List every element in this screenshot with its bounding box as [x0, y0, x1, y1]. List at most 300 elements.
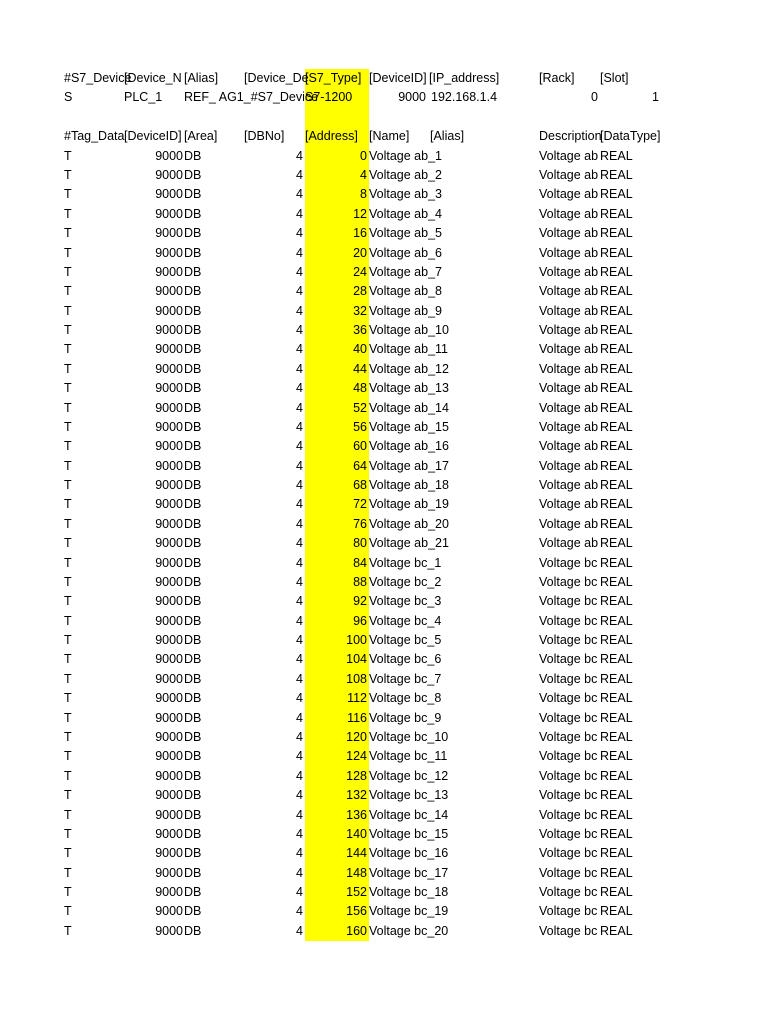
dbno-cell: 4 [296, 730, 303, 744]
header-cell: #S7_Device [64, 71, 132, 85]
dbno-cell: 4 [296, 226, 303, 241]
area-cell: DB [184, 284, 202, 299]
area-cell: DB [184, 497, 202, 512]
name-cell: Voltage ab_2 [369, 167, 442, 182]
area-cell: DB [184, 613, 202, 628]
area-cell: DB [184, 574, 202, 589]
dbno-cell: 4 [296, 478, 303, 493]
device-id-cell: 9000 [155, 749, 183, 764]
address-cell: 72 [353, 497, 367, 512]
address-cell: 144 [346, 846, 367, 861]
header-cell: [DataType] [600, 129, 661, 144]
header-cell: [DBNo] [244, 129, 285, 144]
table-row [0, 166, 768, 185]
datatype-cell: REAL [600, 187, 633, 202]
dbno-cell: 4 [296, 419, 303, 434]
tag-type-cell: T [64, 768, 72, 783]
device-type-cell: S [64, 90, 73, 105]
address-cell: 32 [353, 303, 367, 318]
name-cell: Voltage ab_14 [369, 400, 449, 415]
dbno-cell: 4 [296, 865, 303, 880]
table-row [0, 185, 768, 204]
tag-type-cell: T [64, 148, 72, 163]
device-id-cell: 9000 [155, 710, 183, 725]
device-id-cell: 9000 [155, 633, 183, 648]
tag-type-cell: T [64, 865, 72, 880]
description-cell: Voltage bc [539, 923, 598, 938]
device-id-cell: 9000 [155, 284, 183, 299]
address-cell: 136 [346, 807, 367, 822]
datatype-cell: REAL [600, 574, 633, 589]
dbno-cell: 4 [296, 885, 303, 900]
dbno-cell: 4 [296, 613, 303, 628]
dbno-cell: 4 [296, 788, 303, 803]
datatype-cell: REAL [600, 671, 633, 686]
name-cell: Voltage bc_12 [369, 768, 449, 783]
area-cell: DB [184, 865, 202, 880]
dbno-cell: 4 [296, 245, 303, 260]
datatype-cell: REAL [600, 788, 633, 803]
datatype-cell: REAL [600, 730, 633, 744]
tag-type-cell: T [64, 613, 72, 628]
header-cell: [Name] [369, 129, 410, 144]
area-cell: DB [184, 458, 202, 473]
area-cell: DB [184, 904, 202, 919]
area-cell: DB [184, 826, 202, 841]
tag-type-cell: T [64, 167, 72, 182]
tag-type-cell: T [64, 594, 72, 609]
address-cell: 148 [346, 865, 367, 880]
name-cell: Voltage bc_3 [369, 594, 442, 609]
table-row [0, 302, 768, 321]
device-id-cell: 9000 [155, 148, 183, 163]
address-cell: 4 [360, 167, 367, 182]
description-cell: Voltage ab [539, 206, 599, 221]
address-cell: 112 [347, 691, 367, 706]
description-cell: Voltage ab [539, 284, 599, 299]
name-cell: Voltage ab_9 [369, 303, 442, 318]
device-id-cell: 9000 [155, 846, 183, 861]
name-cell: Voltage bc_9 [369, 710, 442, 725]
datatype-cell: REAL [600, 633, 633, 648]
device-id-cell: 9000 [155, 361, 183, 376]
name-cell: Voltage ab_16 [369, 439, 449, 454]
datatype-cell: REAL [600, 807, 633, 822]
device-id-cell: 9000 [155, 885, 183, 900]
dbno-cell: 4 [296, 536, 303, 551]
address-cell: 124 [346, 749, 367, 764]
device-id-cell: 9000 [155, 516, 183, 531]
device-id-cell: 9000 [155, 342, 183, 357]
table-row [0, 709, 768, 728]
device-id-cell: 9000 [155, 187, 183, 202]
tag-type-cell: T [64, 323, 72, 338]
description-cell: Voltage bc [539, 788, 598, 803]
name-cell: Voltage bc_4 [369, 613, 442, 628]
name-cell: Voltage ab_5 [369, 226, 442, 241]
tag-type-cell: T [64, 245, 72, 260]
datatype-cell: REAL [600, 478, 633, 493]
device-id-cell: 9000 [155, 826, 183, 841]
table-row [0, 399, 768, 418]
datatype-cell: REAL [600, 749, 633, 764]
name-cell: Voltage ab_19 [369, 497, 449, 512]
description-cell: Voltage bc [539, 671, 598, 686]
address-cell: 20 [353, 245, 367, 260]
table-row [0, 379, 768, 398]
address-cell: 160 [346, 923, 367, 938]
tag-type-cell: T [64, 536, 72, 551]
area-cell: DB [184, 555, 202, 570]
table-row [0, 437, 768, 456]
name-cell: Voltage bc_15 [369, 826, 449, 841]
area-cell: DB [184, 381, 202, 396]
area-cell: DB [184, 342, 202, 357]
device-id-cell: 9000 [155, 904, 183, 919]
description-cell: Voltage bc [539, 865, 598, 880]
dbno-cell: 4 [296, 710, 303, 725]
area-cell: DB [184, 846, 202, 861]
address-cell: 40 [353, 342, 367, 357]
dbno-cell: 4 [296, 264, 303, 279]
name-cell: Voltage bc_8 [369, 691, 442, 706]
device-id-cell: 9000 [155, 768, 183, 783]
dbno-cell: 4 [296, 846, 303, 861]
description-cell: Voltage ab [539, 148, 599, 163]
tag-type-cell: T [64, 381, 72, 396]
table-row [0, 592, 768, 611]
description-cell: Voltage ab [539, 226, 599, 241]
area-cell: DB [184, 303, 202, 318]
dbno-cell: 4 [296, 284, 303, 299]
description-cell: Voltage ab [539, 245, 599, 260]
datatype-cell: REAL [600, 536, 633, 551]
slot-cell: 1 [652, 90, 659, 105]
tag-type-cell: T [64, 923, 72, 938]
name-cell: Voltage ab_12 [369, 361, 449, 376]
device-id-cell: 9000 [155, 671, 183, 686]
tag-type-cell: T [64, 361, 72, 376]
datatype-cell: REAL [600, 652, 633, 667]
description-cell: Voltage ab [539, 400, 599, 415]
datatype-cell: REAL [600, 342, 633, 357]
datatype-cell: REAL [600, 458, 633, 473]
description-cell: Voltage ab [539, 167, 599, 182]
dbno-cell: 4 [296, 923, 303, 938]
dbno-cell: 4 [296, 749, 303, 764]
description-cell: Voltage bc [539, 807, 598, 822]
device-id-cell: 9000 [155, 730, 183, 744]
header-cell: [Slot] [600, 71, 629, 85]
area-cell: DB [184, 594, 202, 609]
datatype-cell: REAL [600, 245, 633, 260]
address-cell: 8 [360, 187, 367, 202]
dbno-cell: 4 [296, 206, 303, 221]
dbno-cell: 4 [296, 303, 303, 318]
tag-type-cell: T [64, 555, 72, 570]
area-cell: DB [184, 671, 202, 686]
area-cell: DB [184, 730, 202, 744]
address-cell: 156 [346, 904, 367, 919]
table-row [0, 476, 768, 495]
dbno-cell: 4 [296, 187, 303, 202]
name-cell: Voltage ab_6 [369, 245, 442, 260]
device-id-cell: 9000 [155, 226, 183, 241]
address-cell: 80 [353, 536, 367, 551]
tag-type-cell: T [64, 516, 72, 531]
datatype-cell: REAL [600, 419, 633, 434]
tag-type-cell: T [64, 574, 72, 589]
device-id-cell: 9000 [155, 497, 183, 512]
dbno-cell: 4 [296, 652, 303, 667]
datatype-cell: REAL [600, 846, 633, 861]
table-row [0, 612, 768, 631]
dbno-cell: 4 [296, 574, 303, 589]
address-cell: 36 [353, 323, 367, 338]
name-cell: Voltage bc_16 [369, 846, 449, 861]
area-cell: DB [184, 691, 202, 706]
device-id-cell: 9000 [155, 400, 183, 415]
tag-type-cell: T [64, 826, 72, 841]
tag-type-cell: T [64, 691, 72, 706]
datatype-cell: REAL [600, 768, 633, 783]
area-cell: DB [184, 807, 202, 822]
area-cell: DB [184, 167, 202, 182]
tag-type-cell: T [64, 652, 72, 667]
name-cell: Voltage bc_6 [369, 652, 442, 667]
datatype-cell: REAL [600, 826, 633, 841]
datatype-cell: REAL [600, 206, 633, 221]
datatype-cell: REAL [600, 381, 633, 396]
header-cell: [S7_Type] [305, 71, 362, 85]
description-cell: Voltage bc [539, 730, 598, 744]
name-cell: Voltage ab_10 [369, 323, 449, 338]
device-id-cell: 9000 [155, 245, 183, 260]
device-id-cell: 9000 [155, 323, 183, 338]
description-cell: Voltage bc [539, 768, 598, 783]
address-cell: 92 [353, 594, 367, 609]
dbno-cell: 4 [296, 458, 303, 473]
address-cell: 128 [346, 768, 367, 783]
tag-type-cell: T [64, 846, 72, 861]
tag-type-cell: T [64, 206, 72, 221]
tag-type-cell: T [64, 342, 72, 357]
device-id-cell: 9000 [155, 439, 183, 454]
area-cell: DB [184, 361, 202, 376]
header-cell: [Device_N [124, 71, 182, 85]
dbno-cell: 4 [296, 633, 303, 648]
description-cell: Voltage bc [539, 613, 598, 628]
tag-type-cell: T [64, 187, 72, 202]
header-cell: [IP_address] [429, 71, 500, 85]
device-id-cell: 9000 [155, 652, 183, 667]
area-cell: DB [184, 710, 202, 725]
name-cell: Voltage ab_18 [369, 478, 449, 493]
datatype-cell: REAL [600, 303, 633, 318]
table-row [0, 224, 768, 243]
area-cell: DB [184, 768, 202, 783]
device-id-cell: 9000 [155, 594, 183, 609]
table-row [0, 321, 768, 340]
address-cell: 116 [347, 710, 367, 725]
s7-type-cell: S7-1200 [305, 90, 353, 105]
name-cell: Voltage bc_13 [369, 788, 449, 803]
datatype-cell: REAL [600, 904, 633, 919]
header-cell: [DeviceID] [369, 71, 427, 85]
name-cell: Voltage bc_1 [369, 555, 442, 570]
header-cell: [Alias] [184, 71, 219, 85]
device-id-cell: 9000 [155, 555, 183, 570]
datatype-cell: REAL [600, 264, 633, 279]
table-row [0, 844, 768, 863]
datatype-cell: REAL [600, 594, 633, 609]
table-row [0, 786, 768, 805]
datatype-cell: REAL [600, 555, 633, 570]
area-cell: DB [184, 439, 202, 454]
area-cell: DB [184, 923, 202, 938]
tag-type-cell: T [64, 419, 72, 434]
table-row [0, 883, 768, 902]
tag-type-cell: T [64, 788, 72, 803]
tag-type-cell: T [64, 284, 72, 299]
device-id-cell: 9000 [155, 865, 183, 880]
table-row [0, 650, 768, 669]
table-row [0, 534, 768, 553]
tag-type-cell: T [64, 400, 72, 415]
address-cell: 52 [353, 400, 367, 415]
device-id-cell: 9000 [155, 381, 183, 396]
area-cell: DB [184, 536, 202, 551]
datatype-cell: REAL [600, 613, 633, 628]
description-cell: Voltage ab [539, 419, 599, 434]
table-row [0, 728, 768, 747]
description-cell: Voltage ab [539, 323, 599, 338]
description-cell: Voltage ab [539, 303, 599, 318]
datatype-cell: REAL [600, 226, 633, 241]
dbno-cell: 4 [296, 323, 303, 338]
table-row [0, 864, 768, 883]
name-cell: Voltage bc_5 [369, 633, 442, 648]
table-row [0, 922, 768, 941]
name-cell: Voltage ab_17 [369, 458, 449, 473]
dbno-cell: 4 [296, 826, 303, 841]
description-cell: Voltage ab [539, 381, 599, 396]
tag-type-cell: T [64, 478, 72, 493]
description-cell: Voltage ab [539, 342, 599, 357]
header-cell: [Device_De [244, 71, 309, 85]
tag-type-cell: T [64, 807, 72, 822]
description-cell: Voltage ab [539, 497, 599, 512]
dbno-cell: 4 [296, 167, 303, 182]
name-cell: Voltage ab_3 [369, 187, 442, 202]
device-id-cell: 9000 [398, 90, 426, 105]
tag-type-cell: T [64, 497, 72, 512]
address-cell: 64 [353, 458, 367, 473]
area-cell: DB [184, 245, 202, 260]
device-id-cell: 9000 [155, 807, 183, 822]
dbno-cell: 4 [296, 148, 303, 163]
dbno-cell: 4 [296, 904, 303, 919]
datatype-cell: REAL [600, 323, 633, 338]
description-cell: Voltage bc [539, 691, 598, 706]
name-cell: Voltage bc_17 [369, 865, 449, 880]
description-cell: Voltage ab [539, 536, 599, 551]
name-cell: Voltage ab_7 [369, 264, 442, 279]
dbno-cell: 4 [296, 361, 303, 376]
device-id-cell: 9000 [155, 167, 183, 182]
name-cell: Voltage bc_11 [369, 749, 448, 764]
area-cell: DB [184, 788, 202, 803]
address-cell: 16 [353, 226, 367, 241]
name-cell: Voltage ab_21 [369, 536, 449, 551]
address-cell: 152 [346, 885, 367, 900]
description-cell: Voltage ab [539, 361, 599, 376]
rack-cell: 0 [591, 90, 598, 105]
dbno-cell: 4 [296, 342, 303, 357]
address-cell: 108 [346, 671, 367, 686]
description-cell: Voltage bc [539, 749, 598, 764]
address-cell: 140 [346, 826, 367, 841]
description-cell: Voltage ab [539, 516, 599, 531]
datatype-cell: REAL [600, 923, 633, 938]
area-cell: DB [184, 652, 202, 667]
table-row [0, 902, 768, 921]
datatype-cell: REAL [600, 865, 633, 880]
table-row [0, 806, 768, 825]
table-row [0, 573, 768, 592]
device-id-cell: 9000 [155, 264, 183, 279]
address-cell: 104 [346, 652, 367, 667]
address-cell: 120 [346, 730, 367, 744]
address-cell: 68 [353, 478, 367, 493]
datatype-cell: REAL [600, 497, 633, 512]
dbno-cell: 4 [296, 516, 303, 531]
device-id-cell: 9000 [155, 691, 183, 706]
table-row [0, 689, 768, 708]
name-cell: Voltage ab_15 [369, 419, 449, 434]
dbno-cell: 4 [296, 807, 303, 822]
device-id-cell: 9000 [155, 458, 183, 473]
address-cell: 24 [353, 264, 367, 279]
tag-type-cell: T [64, 904, 72, 919]
area-cell: DB [184, 226, 202, 241]
address-cell: 0 [360, 148, 367, 163]
address-cell: 12 [353, 206, 367, 221]
table-row [0, 670, 768, 689]
name-cell: Voltage ab_4 [369, 206, 442, 221]
table-row [0, 282, 768, 301]
description-cell: Voltage bc [539, 633, 598, 648]
name-cell: Voltage bc_20 [369, 923, 449, 938]
dbno-cell: 4 [296, 400, 303, 415]
area-cell: DB [184, 749, 202, 764]
device-id-cell: 9000 [155, 478, 183, 493]
description-cell: Voltage ab [539, 187, 599, 202]
datatype-cell: REAL [600, 516, 633, 531]
table-row [0, 554, 768, 573]
tag-header-row [0, 127, 768, 146]
description-cell: Voltage ab [539, 458, 599, 473]
area-cell: DB [184, 478, 202, 493]
dbno-cell: 4 [296, 671, 303, 686]
table-row [0, 515, 768, 534]
device-alias-cell: REF_ AG1_#S7_Device [184, 90, 319, 105]
datatype-cell: REAL [600, 148, 633, 163]
name-cell: Voltage bc_18 [369, 885, 449, 900]
tag-type-cell: T [64, 458, 72, 473]
area-cell: DB [184, 264, 202, 279]
tag-type-cell: T [64, 264, 72, 279]
